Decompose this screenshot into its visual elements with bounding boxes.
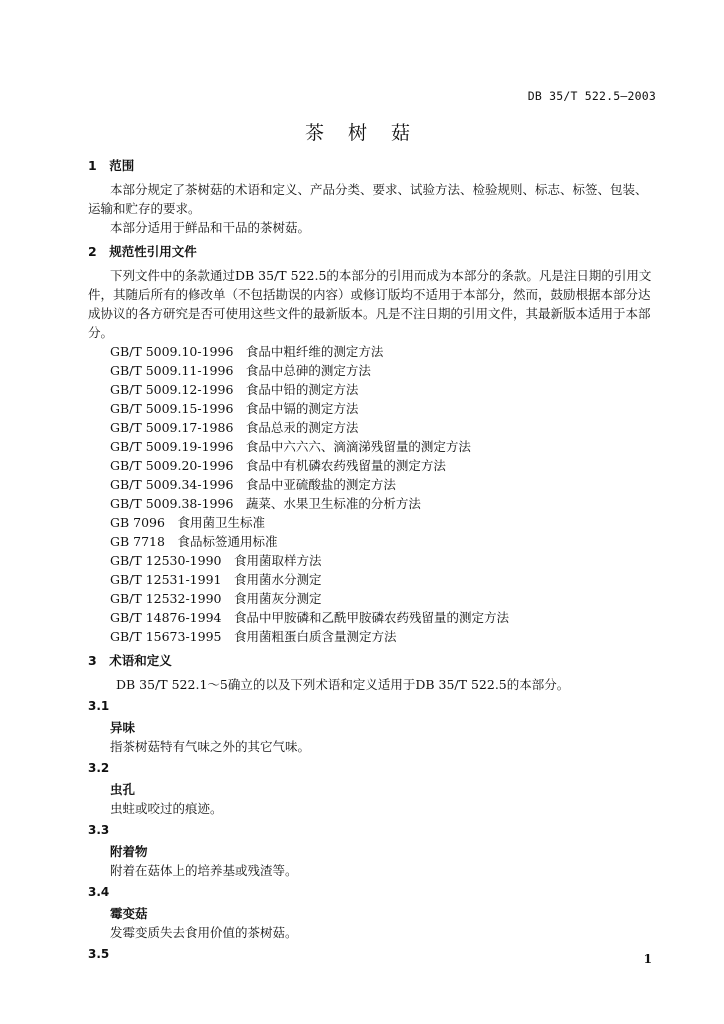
page-number: 1 xyxy=(643,952,652,966)
term-definition: 附着在菇体上的培养基或残渣等。 xyxy=(110,863,298,878)
reference-item: GB/T 5009.19-1996 食品中六六六、滴滴涕残留量的测定方法 xyxy=(110,439,471,454)
section-3-intro: DB 35/T 522.1～5确立的以及下列术语和定义适用于DB 35/T 522.5的本部分。 xyxy=(116,677,570,692)
section-2-intro-line3: 成协议的各方研究是否可使用这些文件的最新版本。凡是不注日期的引用文件，其最新版本适用于本部 xyxy=(88,306,651,321)
term-number: 3.5 xyxy=(88,947,110,961)
term-number: 3.1 xyxy=(88,699,110,713)
section-2-intro-line2: 件，其随后所有的修改单（不包括勘误的内容）或修订版均不适用于本部分，然而，鼓励根据本部分达 xyxy=(88,287,651,302)
section-2-intro-line4: 分。 xyxy=(88,325,114,340)
section-1-para1-line1: 本部分规定了茶树菇的术语和定义、产品分类、要求、试验方法、检验规则、标志、标签、包装、 xyxy=(110,182,648,197)
term-definition: 发霉变质失去食用价值的茶树菇。 xyxy=(110,925,298,940)
reference-item: GB/T 12532-1990 食用菌灰分测定 xyxy=(110,591,322,606)
reference-item: GB/T 5009.17-1986 食品总汞的测定方法 xyxy=(110,420,359,435)
reference-item: GB 7096 食用菌卫生标准 xyxy=(110,515,265,530)
section-1-para1-line2: 运输和贮存的要求。 xyxy=(88,201,201,216)
document-title: 茶 树 菇 xyxy=(304,122,420,144)
term-number: 3.2 xyxy=(88,761,110,775)
term-number: 3.3 xyxy=(88,823,110,837)
term-number: 3.4 xyxy=(88,885,110,899)
reference-item: GB/T 5009.20-1996 食品中有机磷农药残留量的测定方法 xyxy=(110,458,446,473)
reference-item: GB/T 14876-1994 食品中甲胺磷和乙酰甲胺磷农药残留量的测定方法 xyxy=(110,610,509,625)
term-name: 附着物 xyxy=(110,844,148,859)
reference-item: GB/T 5009.10-1996 食品中粗纤维的测定方法 xyxy=(110,344,384,359)
term-name: 异味 xyxy=(110,720,136,735)
reference-item: GB/T 5009.38-1996 蔬菜、水果卫生标准的分析方法 xyxy=(110,496,421,511)
section-3-heading: 3 术语和定义 xyxy=(88,653,172,668)
term-name: 虫孔 xyxy=(110,782,136,797)
term-definition: 虫蛀或咬过的痕迹。 xyxy=(110,801,223,816)
reference-item: GB/T 15673-1995 食用菌粗蛋白质含量测定方法 xyxy=(110,629,397,644)
reference-item: GB/T 5009.15-1996 食品中镉的测定方法 xyxy=(110,401,359,416)
term-name: 霉变菇 xyxy=(110,906,148,921)
section-2-intro-line1: 下列文件中的条款通过DB 35/T 522.5的本部分的引用而成为本部分的条款。凡是注日期的引用文 xyxy=(110,268,652,283)
section-1-para2: 本部分适用于鲜品和干品的茶树菇。 xyxy=(110,220,311,235)
standard-code: DB 35/T 522.5—2003 xyxy=(527,89,656,103)
section-2-heading: 2 规范性引用文件 xyxy=(88,244,197,259)
reference-item: GB/T 5009.12-1996 食品中铅的测定方法 xyxy=(110,382,359,397)
reference-item: GB/T 5009.34-1996 食品中亚硫酸盐的测定方法 xyxy=(110,477,396,492)
term-definition: 指茶树菇特有气味之外的其它气味。 xyxy=(110,739,311,754)
reference-item: GB 7718 食品标签通用标准 xyxy=(110,534,278,549)
section-1-heading: 1 范围 xyxy=(88,158,135,173)
reference-item: GB/T 12531-1991 食用菌水分测定 xyxy=(110,572,322,587)
reference-item: GB/T 5009.11-1996 食品中总砷的测定方法 xyxy=(110,363,371,378)
reference-item: GB/T 12530-1990 食用菌取样方法 xyxy=(110,553,322,568)
